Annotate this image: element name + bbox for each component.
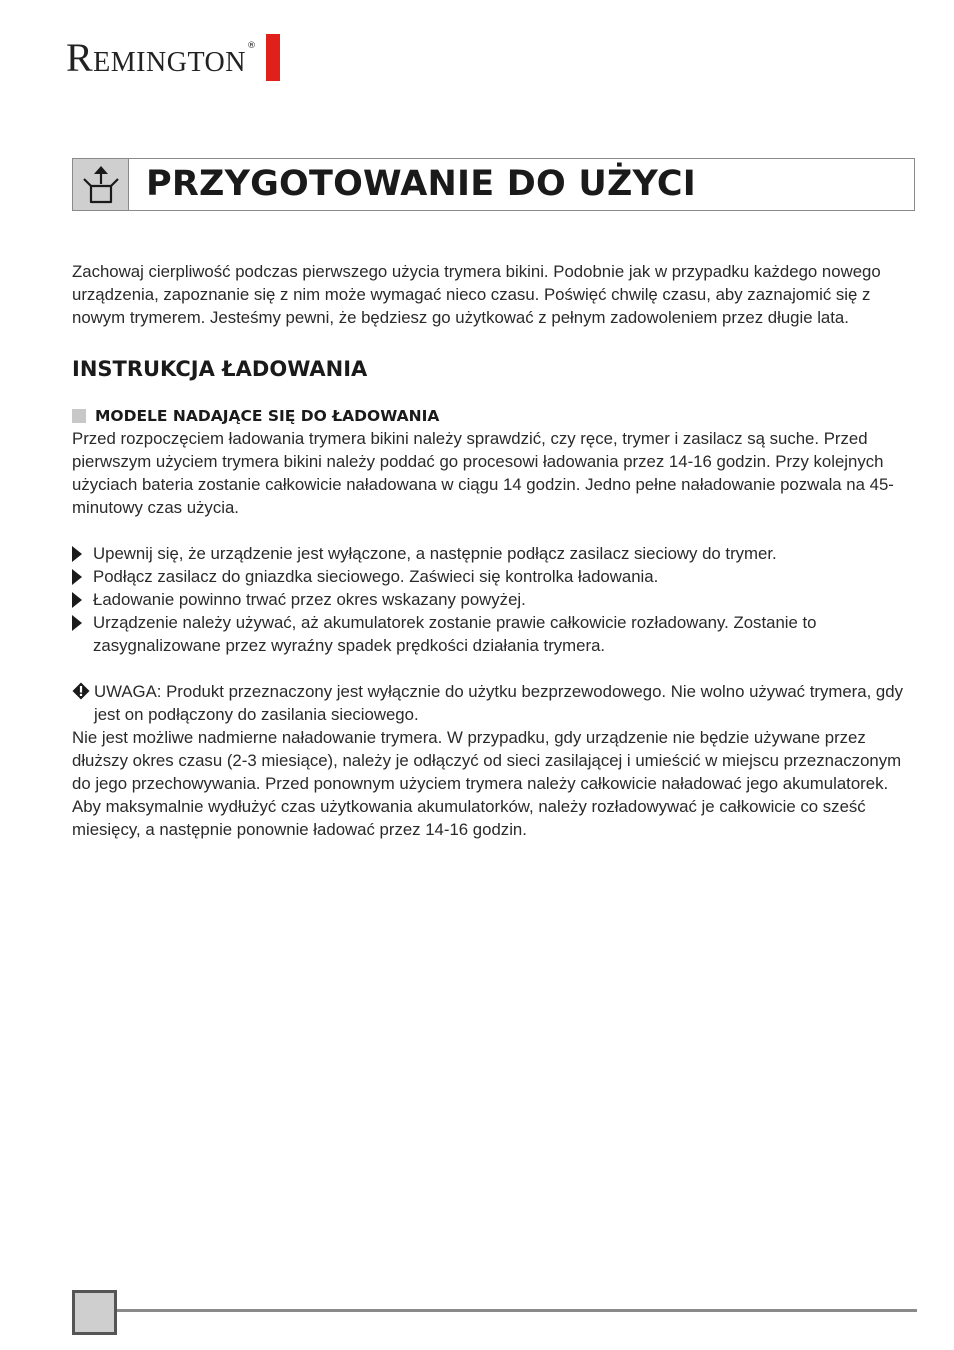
triangle-bullet-icon: [72, 546, 82, 562]
footer-divider: [117, 1309, 917, 1312]
section-heading: INSTRUKCJA ŁADOWANIA: [72, 357, 368, 381]
warning-note: [72, 680, 922, 726]
list-item-text: Podłącz zasilacz do gniazdka sieciowego. Zaświeci się kontrolka ładowania.: [93, 567, 659, 586]
page-title-bar: [72, 158, 915, 211]
square-bullet-icon: [72, 409, 86, 423]
list-item: [72, 611, 922, 657]
intro-paragraph: Zachowaj cierpliwość podczas pierwszego użycia trymera bikini. Podobnie jak w przypadku każdego nowego urządzenia, zapoznanie się z nim może wymagać nieco czasu. Poświęć chwilę czasu, aby zaznajomić się z nowym trymerem. Jesteśmy pewni, że będziesz go użytkować z pełnym zadowoleniem przez długie lata.: [72, 262, 881, 327]
steps-list: [72, 542, 922, 657]
warning-diamond-icon: [72, 682, 90, 700]
charging-paragraph: Przed rozpoczęciem ładowania trymera bikini należy sprawdzić, czy ręce, trymer i zasilacz są suche. Przed pierwszym użyciem trymera bikini należy poddać go procesowi ładowania przez 14-16 godzin. Przy kolejnych użyciach bateria zostanie całkowicie naładowana w ciągu 14 godzin. Jedno pełne naładowanie pozwala na 45-minutowy czas użycia.: [72, 429, 894, 517]
list-item-text: Upewnij się, że urządzenie jest wyłączone, a następnie podłącz zasilacz sieciowy do trymer.: [93, 544, 777, 563]
main-content: [72, 260, 922, 841]
list-item: [72, 565, 922, 588]
remington-logo: [66, 36, 280, 81]
unpack-box-icon: [73, 159, 129, 210]
brand-accent-bar: [266, 34, 280, 81]
battery-life-paragraph: Aby maksymalnie wydłużyć czas użytkowania akumulatorków, należy rozładowywać je całkowicie co sześć miesięcy, a następnie ponownie ładować przez 14-16 godzin.: [72, 797, 866, 839]
triangle-bullet-icon: [72, 569, 82, 585]
list-item: [72, 542, 922, 565]
page-title: PRZYGOTOWANIE DO UŻYCI: [146, 164, 696, 204]
subsection-heading-text: MODELE NADAJĄCE SIĘ DO ŁADOWANIA: [95, 407, 440, 425]
page-number-box: [72, 1290, 117, 1335]
triangle-bullet-icon: [72, 592, 82, 608]
list-item: [72, 588, 922, 611]
triangle-bullet-icon: [72, 615, 82, 631]
list-item-text: Ładowanie powinno trwać przez okres wskazany powyżej.: [93, 590, 526, 609]
registered-mark: ®: [246, 41, 256, 51]
subsection-heading: [72, 405, 922, 427]
brand-name: Remington: [66, 35, 246, 80]
warning-text: UWAGA: Produkt przeznaczony jest wyłącznie do użytku bezprzewodowego. Nie wolno używać trymera, gdy jest on podłączony do zasilania sieciowego.: [94, 682, 903, 724]
list-item-text: Urządzenie należy używać, aż akumulatorek zostanie prawie całkowicie rozładowany. Zostanie to zasygnalizowane przez wyraźny spadek prędkości działania trymera.: [93, 613, 817, 655]
overcharge-paragraph: Nie jest możliwe nadmierne naładowanie trymera. W przypadku, gdy urządzenie nie będzie używane przez dłuższy okres czasu (2-3 miesiące), należy je odłączyć od sieci zasilającej i umieścić w miejscu przeznaczonym do jego przechowywania. Przed ponownym użyciem trymera należy całkowicie naładować jego akumulatorek.: [72, 728, 902, 793]
